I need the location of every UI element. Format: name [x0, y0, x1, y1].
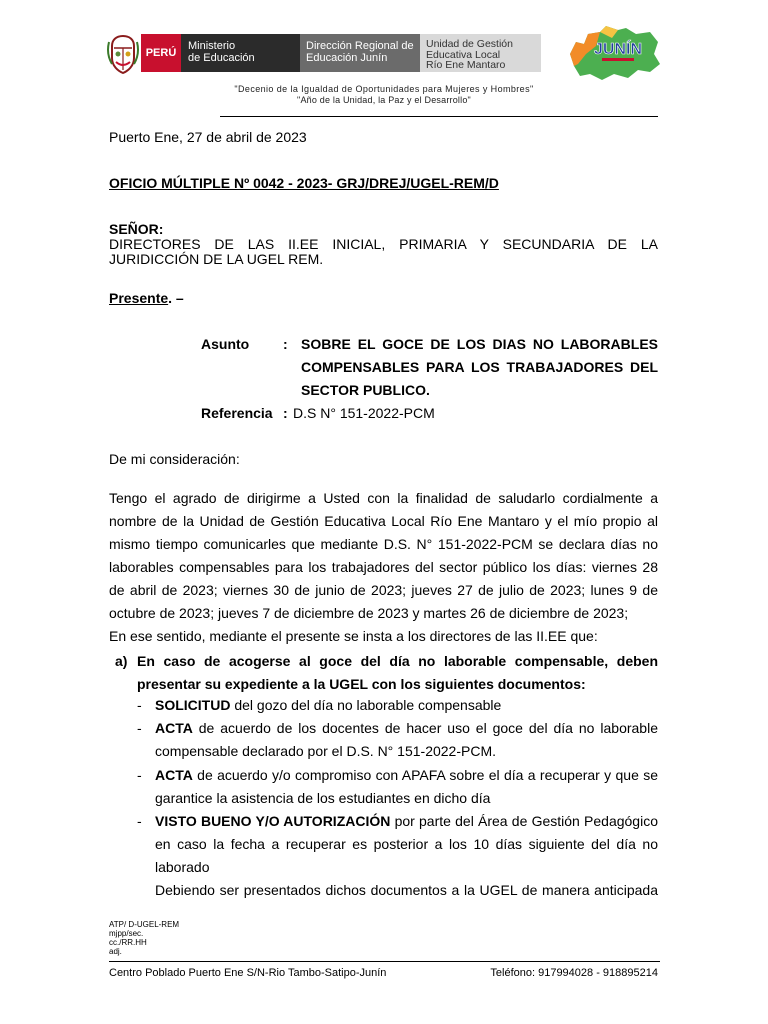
presente-word: Presente: [109, 290, 169, 306]
salutation: SEÑOR:: [109, 221, 164, 237]
initials-line: ATP/ D-UGEL-REM: [109, 920, 180, 929]
document-number: OFICIO MÚLTIPLE Nº 0042 - 2023- GRJ/DREJ/UGEL-REM/D: [109, 175, 499, 191]
paragraph-line: nombre de la Unidad de Gestión Educativa Local Río Ene Mantaro y el mío propio al: [109, 513, 658, 529]
decenio-slogan: "Decenio de la Igualdad de Oportunidades para Mujeres y Hombres": [234, 84, 534, 94]
ugel-line-1: Unidad de Gestión: [426, 38, 513, 50]
asunto-label: Asunto: [201, 336, 250, 352]
presente: [109, 290, 184, 306]
referencia-label: Referencia: [201, 405, 273, 421]
intro-line: En ese sentido, mediante el presente se insta a los directores de las II.EE que:: [109, 628, 598, 644]
ministerio-line-2: de Educación: [188, 52, 255, 64]
initials-line: mjpp/sec.: [109, 929, 144, 938]
dre-line-2: Educación Junín: [306, 52, 388, 64]
ministerio-label: [181, 34, 300, 72]
bullet-dash: -: [137, 813, 142, 829]
footer-address: Centro Poblado Puerto Ene S/N-Rio Tambo-Satipo-Junín: [109, 967, 387, 979]
paragraph-line: de abril de 2023; viernes 30 de junio de 2023; jueves 27 de julio de 2023; lunes 9 de: [109, 582, 658, 598]
bullet-2-continuation: compensable declarado por el D.S. N° 151-2022-PCM.: [155, 743, 496, 759]
coat-of-arms-icon: [106, 34, 140, 74]
recipients-line-1: DIRECTORES DE LAS II.EE INICIAL, PRIMARIA Y SECUNDARIA DE LA: [109, 236, 658, 252]
footer-phone: Teléfono: 917994028 - 918895214: [490, 967, 658, 979]
initials-line: adj.: [109, 947, 122, 956]
greeting: De mi consideración:: [109, 451, 240, 467]
footer-divider: [109, 961, 660, 962]
bullet-4-bold: VISTO BUENO Y/O AUTORIZACIÓN: [155, 813, 391, 829]
peru-label: PERÚ: [141, 34, 181, 72]
paragraph-line: Tengo el agrado de dirigirme a Usted con la finalidad de saludarlo cordialmente a: [109, 490, 658, 506]
ugel-line-3: Río Ene Mantaro: [426, 59, 506, 71]
bullet-dash: -: [137, 697, 142, 713]
recipients-line-2: JURIDICCIÓN DE LA UGEL REM.: [109, 251, 324, 267]
asunto-line-2: COMPENSABLES PARA LOS TRABAJADORES DEL: [301, 359, 658, 375]
footer-initials: [109, 920, 179, 956]
asunto-line-1: SOBRE EL GOCE DE LOS DIAS NO LABORABLES: [301, 336, 658, 352]
bullet-4-text: por parte del Área de Gestión Pedagógico: [390, 813, 658, 829]
ugel-line-2: Educativa Local: [426, 48, 501, 61]
referencia-value: D.S N° 151-2022-PCM: [293, 405, 435, 421]
asunto-colon: :: [283, 336, 288, 352]
item-a-line-2: presentar su expediente a la UGEL con los siguientes documentos:: [137, 676, 586, 692]
ugel-label: [420, 34, 541, 72]
presente-suffix: . –: [168, 290, 184, 306]
bullet-dash: -: [137, 720, 142, 736]
bullet-2-bold: ACTA: [155, 720, 193, 736]
dre-label: [300, 34, 420, 72]
item-a-marker: a): [115, 653, 128, 669]
item-a-line-1: En caso de acogerse al goce del día no laborable compensable, deben: [137, 653, 658, 669]
bullet-1-bold: SOLICITUD: [155, 697, 231, 713]
paragraph-line: octubre de 2023; jueves 7 de diciembre de 2023 y martes 26 de diciembre de 2023;: [109, 605, 629, 621]
bullet-3-bold: ACTA: [155, 767, 193, 783]
bullet-2-text: de acuerdo de los docentes de hacer uso el goce del día no laborable: [192, 720, 658, 736]
paragraph-line: laborables compensables para los trabajadores del sector público los días: viernes 28: [109, 559, 658, 575]
header-divider: [220, 116, 658, 117]
closing-line: Debiendo ser presentados dichos documentos a la UGEL de manera anticipada: [155, 882, 658, 898]
bullet-1-text: del gozo del día no laborable compensable: [230, 697, 502, 713]
letterhead: [0, 0, 768, 118]
asunto-line-3: SECTOR PUBLICO.: [301, 382, 430, 398]
bullet-4-continuation: laborado: [155, 859, 210, 875]
ministerio-line-1: Ministerio: [188, 40, 236, 52]
place-date: Puerto Ene, 27 de abril de 2023: [109, 129, 307, 145]
bullet-item-1: [155, 697, 501, 713]
bullet-item-4: [155, 813, 658, 829]
paragraph-line: mismo tiempo comunicarles que mediante D.S. N° 151-2022-PCM se declara días no: [109, 536, 658, 552]
bullet-3-text: de acuerdo y/o compromiso con APAFA sobre el día a recuperar y que se: [192, 767, 658, 783]
bullet-dash: -: [137, 767, 142, 783]
initials-line: cc./RR.HH: [109, 938, 147, 947]
referencia-colon: :: [283, 405, 288, 421]
bullet-4-continuation: en caso la fecha a recuperar es posterior a los 10 días siguiente del día no: [155, 836, 658, 852]
junin-logo-text: JUNÍN: [593, 41, 643, 58]
anio-slogan: "Año de la Unidad, la Paz y el Desarrollo": [297, 95, 471, 105]
bullet-item-3: [155, 767, 658, 783]
dre-line-1: Dirección Regional de: [306, 40, 414, 52]
bullet-3-continuation: garantice la asistencia de los estudiantes en dicho día: [155, 790, 491, 806]
bullet-item-2: [155, 720, 658, 736]
junin-region-logo: [566, 24, 662, 82]
